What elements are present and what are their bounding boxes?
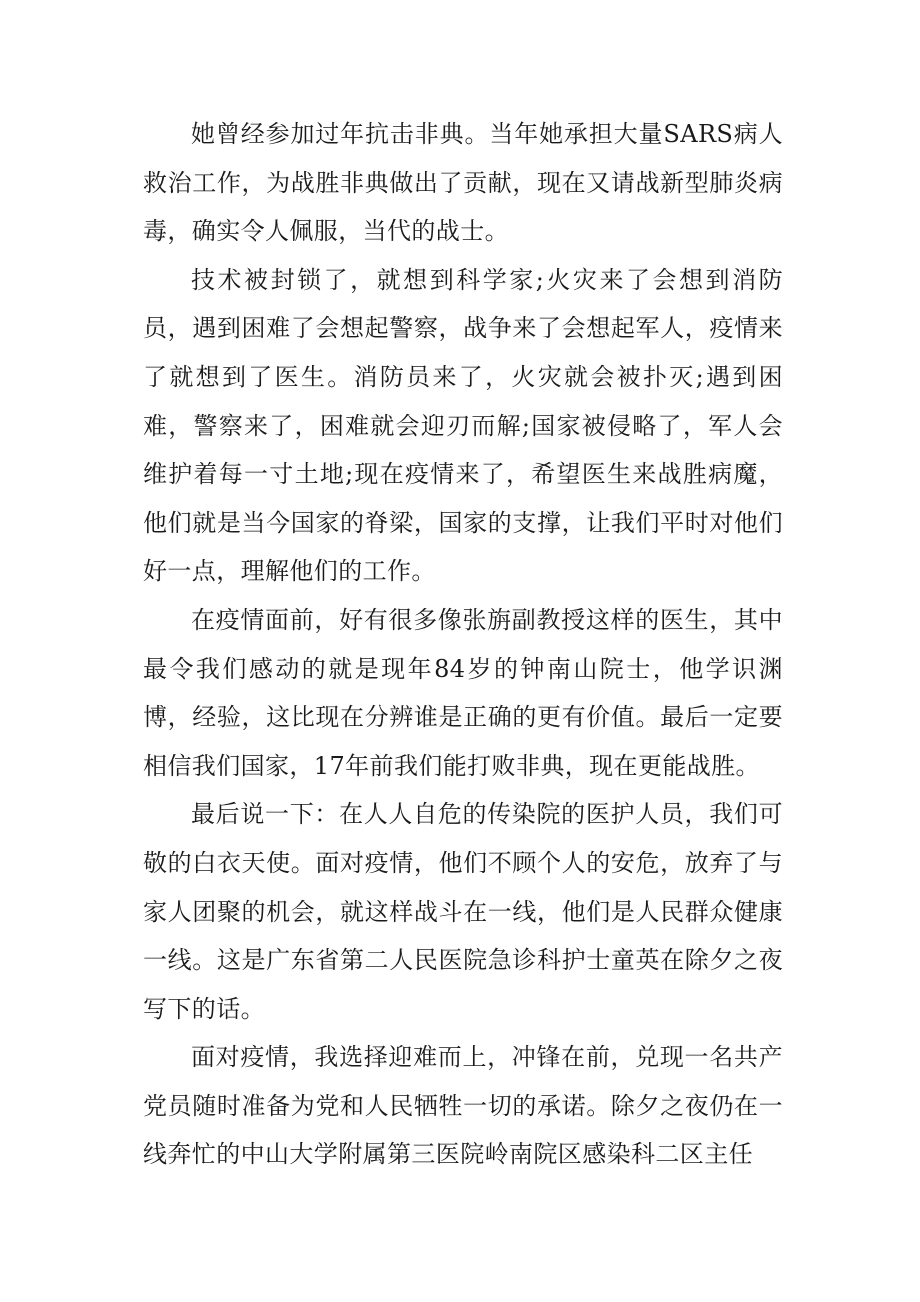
paragraph-1: 她曾经参加过年抗击非典。当年她承担大量SARS病人救治工作，为战胜非典做出了贡献，现在又请战新型肺炎病毒，确实令人佩服，当代的战士。: [143, 120, 783, 246]
paragraph-4: 最后说一下：在人人自危的传染院的医护人员，我们可敬的白衣天使。面对疫情，他们不顾个人的安危，放弃了与家人团聚的机会，就这样战斗在一线，他们是人民群众健康一线。这是广东省第二人民医院急诊科护士童英在除夕之夜写下的话。: [143, 800, 783, 1023]
paragraph-2: 技术被封锁了，就想到科学家;火灾来了会想到消防员，遇到困难了会想起警察，战争来了会想起军人，疫情来了就想到了医生。消防员来了，火灾就会被扑灭;遇到困难，警察来了，困难就会迎刃而解;国家被侵略了，军人会维护着每一寸土地;现在疫情来了，希望医生来战胜病魔，他们就是当今国家的脊梁，国家的支撑，让我们平时对他们好一点，理解他们的工作。: [143, 265, 783, 586]
paragraph-3: 在疫情面前，好有很多像张旃副教授这样的医生，其中最令我们感动的就是现年84岁的钟南山院士，他学识渊博，经验，这比现在分辨谁是正确的更有价值。最后一定要相信我们国家，17年前我们能打败非典，现在更能战胜。: [143, 605, 783, 780]
document-body: [143, 110, 783, 1179]
paragraph-5: 面对疫情，我选择迎难而上，冲锋在前，兑现一名共产党员随时准备为党和人民牺牲一切的承诺。除夕之夜仍在一线奔忙的中山大学附属第三医院岭南院区感染科二区主任: [143, 1043, 783, 1169]
